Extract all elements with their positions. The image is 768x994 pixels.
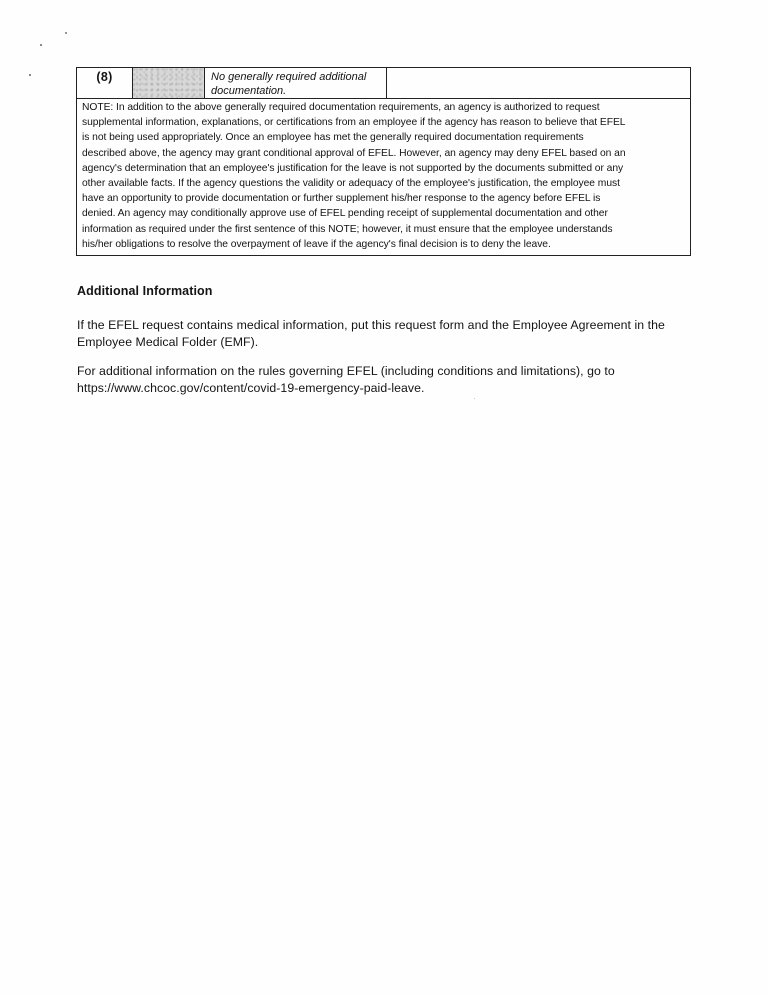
additional-information-heading: Additional Information: [77, 284, 213, 298]
paragraph-line: If the EFEL request contains medical information, put this request form and the Employee Agreement in the: [77, 318, 665, 332]
note-line: NOTE: In addition to the above generally required documentation requirements, an agency is authorized to request: [82, 102, 600, 113]
row-number: (8): [77, 68, 133, 98]
empty-cell: [387, 68, 690, 98]
note-line: have an opportunity to provide documentation or further supplement his/her response to the agency before EFEL is: [82, 193, 601, 205]
scan-speck: [40, 44, 42, 46]
rules-info-paragraph: [77, 363, 615, 396]
note-line: information as required under the first sentence of this NOTE; however, it must ensure that the employee understands: [82, 223, 613, 235]
url-text: https://www.chcoc.gov/content/covid-19-emergency-paid-leave.: [77, 380, 425, 395]
description-line: documentation.: [211, 85, 287, 97]
scan-speck: [29, 74, 31, 76]
medical-info-paragraph: [77, 317, 665, 350]
note-line: other available facts. If the agency questions the validity or adequacy of the employee's justification, the employee must: [82, 178, 620, 190]
note-line: agency's determination that an employee's justification for the leave is not supported by the documents submitted or any: [82, 162, 624, 174]
note-line: his/her obligations to resolve the overpayment of leave if the agency's final decision is to deny the leave.: [82, 238, 551, 250]
note-line: described above, the agency may grant conditional approval of EFEL. However, an agency may deny EFEL based on an: [82, 147, 626, 159]
description-line: No generally required additional: [211, 71, 367, 83]
paragraph-line: For additional information on the rules governing EFEL (including conditions and limitations), go to: [77, 364, 615, 378]
note-line: supplemental information, explanations, or certifications from an employee if the agency has reason to believe that EFEL: [82, 117, 626, 129]
note-line: denied. An agency may conditionally approve use of EFEL pending receipt of supplemental documentation and other: [82, 208, 608, 220]
note-text: [77, 99, 690, 255]
scan-speck: [65, 32, 67, 34]
row-description: [205, 68, 387, 98]
documentation-table: [76, 67, 691, 256]
table-row: [77, 68, 690, 99]
scan-speck: [474, 398, 475, 399]
note-line: is not being used appropriately. Once an employee has met the generally required documentation requirements: [82, 132, 584, 144]
paragraph-line: Employee Medical Folder (EMF).: [77, 334, 259, 349]
shaded-cell: [133, 68, 205, 98]
